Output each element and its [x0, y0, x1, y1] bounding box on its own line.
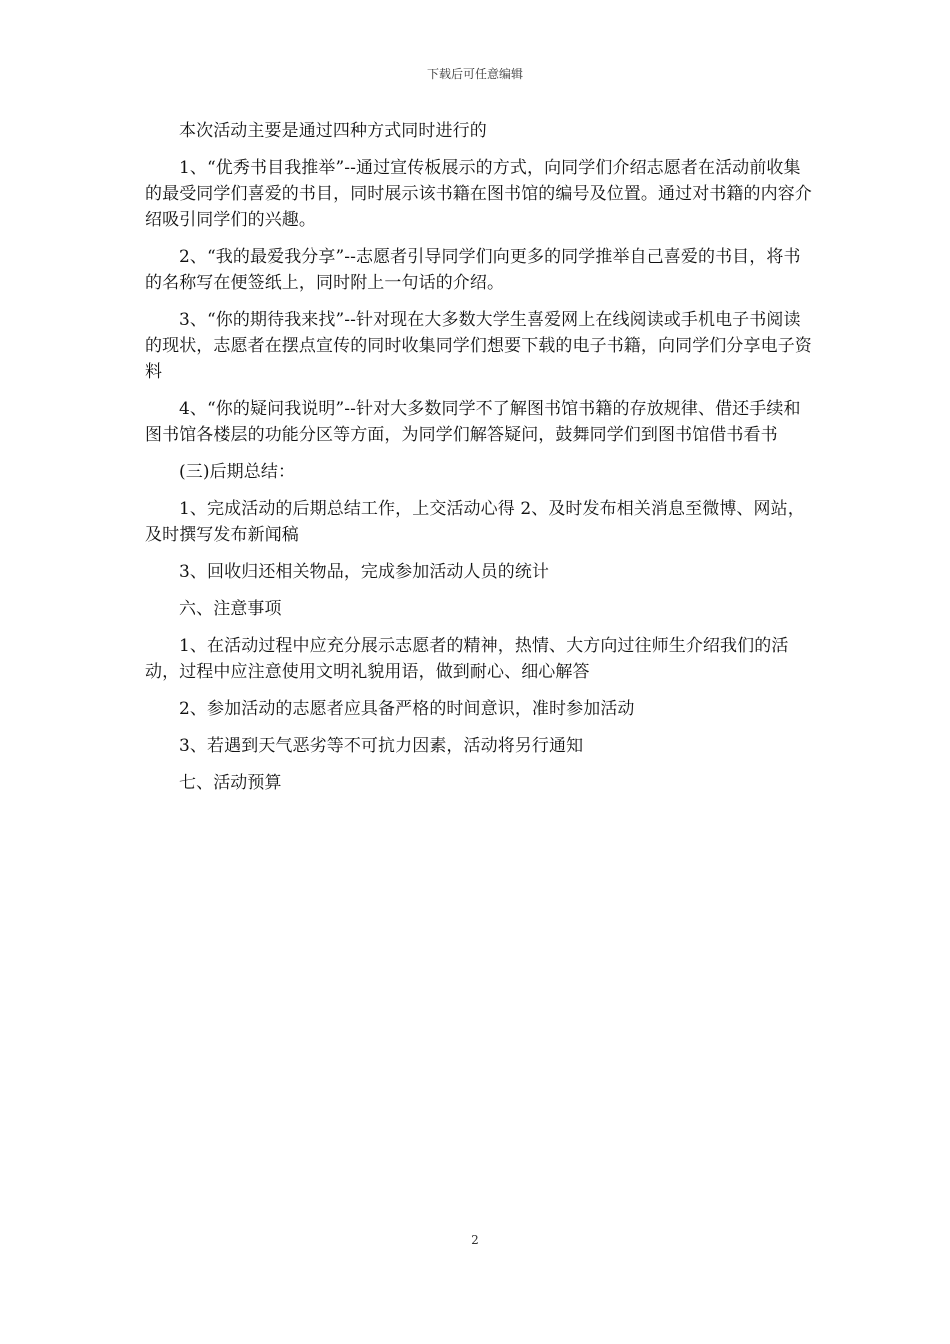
- page-header-note: 下载后可任意编辑: [426, 67, 523, 81]
- paragraph-note-2: 2、参加活动的志愿者应具备严格的时间意识，准时参加活动: [179, 699, 635, 719]
- paragraph-item-3-ebook-find: 3、“你的期待我来找”--针对现在大多数大学生喜爱网上在线阅读或手机电子书阅读的现状，志愿者在摆点宣传的同时收集同学们想要下载的电子书籍，向同学们分享电子资料: [145, 310, 812, 382]
- paragraph-summary-1: 1、完成活动的后期总结工作，上交活动心得 2、及时发布相关消息至微博、网站，及时撰写发布新闻稿: [145, 499, 805, 545]
- paragraph-item-1-book-recommend: 1、“优秀书目我推举”--通过宣传板展示的方式，向同学们介绍志愿者在活动前收集的最受同学们喜爱的书目，同时展示该书籍在图书馆的编号及位置。通过对书籍的内容介绍吸引同学们的兴趣。: [145, 158, 812, 230]
- document-body: [145, 118, 813, 807]
- section-heading-budget: 七、活动预算: [179, 773, 282, 793]
- page-number: 2: [471, 1233, 479, 1247]
- paragraph-note-3: 3、若遇到天气恶劣等不可抗力因素，活动将另行通知: [179, 736, 584, 756]
- paragraph-note-1: 1、在活动过程中应充分展示志愿者的精神，热情、大方向过往师生介绍我们的活动，过程中应注意使用文明礼貌用语，做到耐心、细心解答: [145, 636, 789, 682]
- section-heading-summary: (三)后期总结：: [179, 462, 296, 482]
- paragraph-item-2-favorite-share: 2、“我的最爱我分享”--志愿者引导同学们向更多的同学推举自己喜爱的书目，将书的名称写在便签纸上，同时附上一句话的介绍。: [145, 247, 801, 293]
- section-heading-notes: 六、注意事项: [179, 599, 282, 619]
- paragraph-intro: 本次活动主要是通过四种方式同时进行的: [179, 121, 487, 141]
- paragraph-summary-3: 3、回收归还相关物品，完成参加活动人员的统计: [179, 562, 550, 582]
- paragraph-item-4-question-answer: 4、“你的疑问我说明”--针对大多数同学不了解图书馆书籍的存放规律、借还手续和图书馆各楼层的功能分区等方面，为同学们解答疑问，鼓舞同学们到图书馆借书看书: [145, 399, 801, 445]
